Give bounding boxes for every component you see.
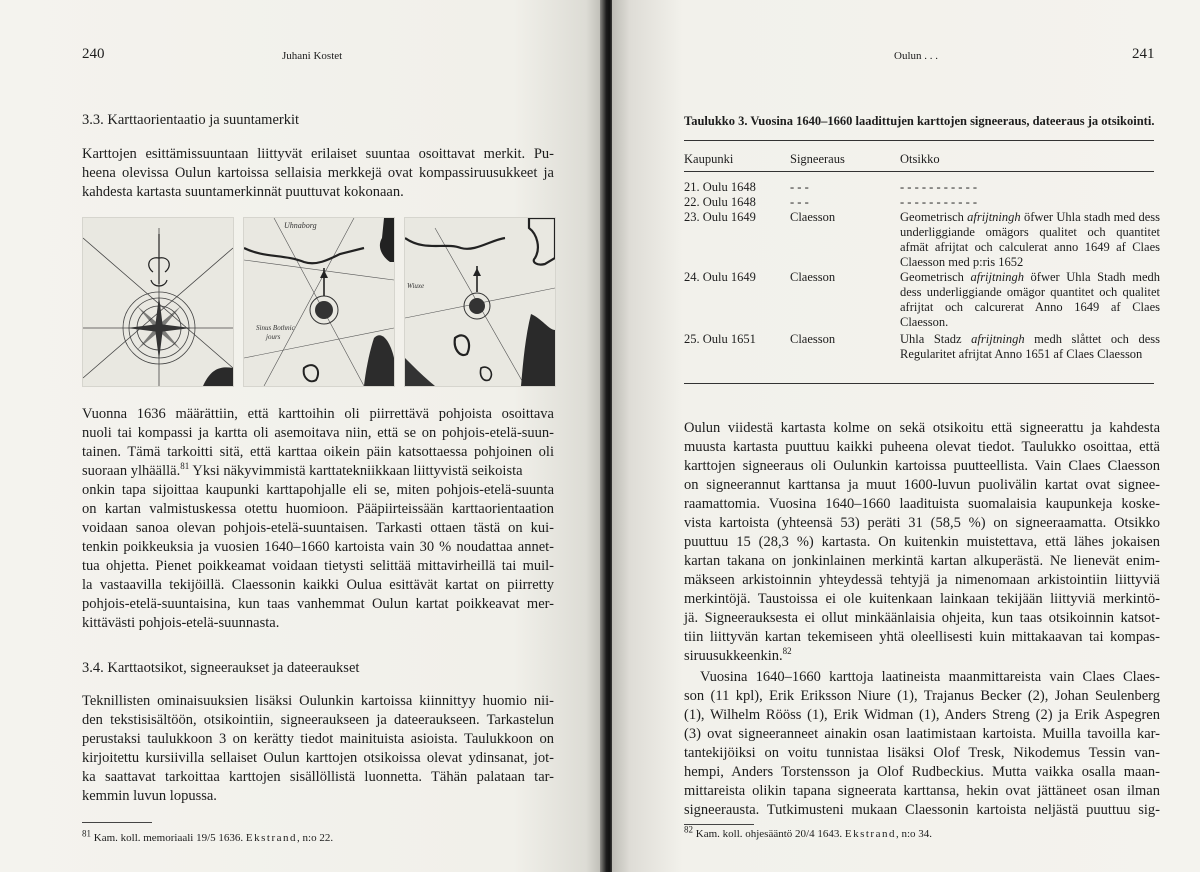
text-line: puuttuu 15 (28,3 %) kartasta. On kuitenkin muistettava, että lähes jokaisen [684, 534, 1160, 550]
text-span: siruusukkeenkin. [684, 648, 783, 664]
text-line: son (11 kpl), Erik Eriksson Niure (1), Trajanus Becker (2), Johan Seulenberg [684, 688, 1160, 704]
running-head: Juhani Kostet [282, 50, 343, 62]
section-heading-3-4: 3.4. Karttaotsikot, signeeraukset ja dateeraukset [82, 660, 360, 676]
text-span: Yksi näkyvimmistä karttatekniikkaan liittyvistä seikoista [192, 463, 523, 479]
table-header-title: Otsikko [900, 152, 940, 166]
footnote-rule [684, 824, 754, 825]
compass-rose-icon [83, 218, 233, 386]
text-line: Vuonna 1636 määrättiin, että karttoihin oli piirrettävä pohjoista osoittava [82, 406, 554, 422]
text-line: kahdesta kartasta suuntamerkinnät puuttuvat kokonaan. [82, 184, 404, 200]
page-number: 241 [1132, 46, 1155, 62]
text-line: mäkseen arkistoinnin yhteydessä tehtyjä ja nimenomaan arkistointiin liittyviä [684, 572, 1160, 588]
text-line: tenkin poikkeuksia ja vuosien 1640–1660 kartoista vain 30 % noudattaa annet- [82, 539, 554, 555]
cell-signature: Claesson [790, 332, 836, 346]
running-head: Oulun . . . [894, 50, 938, 62]
text-line: muusta kartasta puuttuu kaikki puheena olevat tiedot. Taulukko osoittaa, että [684, 439, 1160, 455]
text-line: mittareista olikin tapana signeerata karttansa, hekin ovat jättäneet osan ilman [684, 783, 1160, 799]
map-sketch-icon [244, 218, 394, 386]
section-heading-3-3: 3.3. Karttaorientaatio ja suuntamerkit [82, 112, 300, 128]
table-top-rule [684, 140, 1154, 141]
text-line: nuoli tai kompassi ja kartta oli asemoitava niin, että se on pohjois-etelä-suun- [82, 425, 554, 441]
table-header-city: Kaupunki [684, 152, 734, 166]
title-keyword: afrijtningh [971, 332, 1025, 346]
title-text: Geometrisch [900, 210, 968, 224]
text-line [82, 462, 554, 481]
map-label: Wiuxe [407, 282, 425, 290]
text-line: kemmin luvun lopussa. [82, 788, 217, 804]
map-label: jours [266, 333, 281, 341]
text-line: kirjoitettu kursiivilla sellaiset Oulun karttojen otsikoissa olevat ydinsanat, jot- [82, 750, 554, 766]
title-keyword: afrijtningh [970, 270, 1024, 284]
map-sketch-icon [405, 218, 555, 386]
footnote-author: Ekstrand [844, 828, 896, 840]
cell-city: 22. Oulu 1648 [684, 195, 756, 209]
map-figure-coastline-2 [404, 217, 556, 387]
text-line: ka saattavat tarkoittaa karttojen sisällöllistä luonnetta. Tähän palataan tar- [82, 769, 554, 785]
page-number: 240 [82, 46, 105, 62]
cell-city: 21. Oulu 1648 [684, 180, 756, 194]
text-line: merkintöjä. Taustoissa ei ole kuitenkaan lainkaan tekijään liittyviä merkintö- [684, 591, 1160, 607]
text-line: den tekstisisältöön, otsikointiin, signeeraukseen ja dateeraukseen. Tarkastelun [82, 712, 554, 728]
cell-title: - - - - - - - - - - - [900, 195, 978, 209]
text-line: kittävästi pohjois-etelä-suunnasta. [82, 615, 280, 631]
text-line: Teknillisten ominaisuuksien lisäksi Oulunkin kartoissa kiinnittyy huomio nii- [82, 693, 554, 709]
cell-title [900, 270, 1160, 330]
title-text: Geometrisch [900, 270, 971, 284]
footnote-tail: , n:o 22. [297, 832, 334, 844]
footnote-text: Kam. koll. ohjesääntö 20/4 1643. [695, 828, 843, 840]
map-label: Uhnaborg [284, 221, 317, 230]
footnote-tail: , n:o 34. [895, 828, 933, 840]
text-line: onkin tapa sijoittaa kaupunki karttapohjalle eli se, miten pohjois-etelä-suunta [82, 482, 554, 498]
cell-title [900, 210, 1160, 270]
title-keyword: afrijtningh [967, 210, 1021, 224]
footnote-ref-82[interactable]: 82 [782, 646, 792, 657]
cell-signature: Claesson [790, 210, 836, 224]
text-line: Oulun viidestä kartasta kolme on sekä otsikoitu että signeerattu ja kahdesta [684, 420, 1160, 436]
cell-city: 24. Oulu 1649 [684, 270, 756, 284]
footnote-text: Kam. koll. memoriaali 19/5 1636. [93, 832, 244, 844]
title-text: öfwer Uhla stadh med dess underliggiande omägors qualitet och quantitet afmät afrijtat och calculerat anno 1649 af Claes Claesson med p:ris 1652 [900, 210, 1160, 269]
text-line: jä. Signeerauksesta ei ollut minkäänlaisia ohjeita, kun taas otsikoinnin katsot- [684, 610, 1160, 626]
footnote-81 [82, 828, 334, 844]
footnote-author: Ekstrand [245, 832, 298, 844]
map-figure-coastline-1 [243, 217, 395, 387]
footnote-marker: 81 [82, 828, 91, 839]
text-line: Karttojen esittämissuuntaan liittyvät erilaiset suuntaa osoittavat merkit. Pu- [82, 146, 554, 162]
title-text: medh slåttet och dess Regularitet afrijtat Anno 1651 af Claes Claesson [900, 332, 1160, 361]
cell-signature: - - - [790, 180, 809, 194]
table-bottom-rule [684, 383, 1154, 384]
right-page [612, 0, 1200, 872]
footnote-ref-81[interactable]: 81 [180, 461, 190, 472]
text-line: pohjois-etelä-suuntaisina, kun taas vanhemmat Oulun kartat poikkeavat mer- [82, 596, 554, 612]
title-text: Uhla Stadz [900, 332, 972, 346]
cell-signature: Claesson [790, 270, 836, 284]
text-line: Vuosina 1640–1660 karttoja laatineista maanmittareista vain Claes Claes- [700, 669, 1160, 685]
map-figure-compass-rose [82, 217, 234, 387]
text-line: vista kartoista (yhteensä 53) peräti 31 (58,5 %) on signeeraamatta. Otsikko [684, 515, 1160, 531]
text-line: heena olevissa Oulun kartoissa sellaisia merkkejä ovat kompassiruusukkeet ja [82, 165, 554, 181]
title-text: öfwer Uhla Stadh medh dess underliggiande omägor quantitet och qualitet afrijtat och calcurerat Anno 1649 af Claes Claesson. [900, 270, 1160, 329]
text-line: (1), Wilhelm Rööss (1), Erik Widman (1), Anders Streng (2) ja Erik Aspegren [684, 707, 1160, 723]
map-label: Sinus Bothnic [256, 324, 295, 332]
footnote-marker: 82 [684, 824, 693, 835]
text-line: tiin liittyvän kartan tekemiseen yhtä oleellisesti kuin mittakaavan tai kompas- [684, 629, 1160, 645]
text-line: la vastaavilla tekijöillä. Claessonin kaikki Oulua esittävät kartat on piirretty [82, 577, 554, 593]
text-line: signeerausta. Tutkimusteni mukaan Claessonin kartoista neljästä puuttuu sig- [684, 802, 1160, 818]
text-line: tantekijöiksi on voitu tunnistaa lisäksi Olof Tresk, Nikodemus Tessin van- [684, 745, 1160, 761]
text-line: karttojen signeeraus oli Oulunkin kartoissa puutteellista. Vain Claes Claesson [684, 458, 1160, 474]
footnote-82 [684, 824, 933, 840]
text-span: suoraan ylhäällä. [82, 463, 181, 479]
cell-city: 23. Oulu 1649 [684, 210, 756, 224]
footnote-rule [82, 822, 152, 823]
cell-title [900, 332, 1160, 362]
table-header-rule [684, 171, 1154, 172]
text-line: (3) ovat signeeranneet ainakin osan laatimistaan kartoista. Muilla tavoilla kar- [684, 726, 1160, 742]
cell-title: - - - - - - - - - - - [900, 180, 978, 194]
text-line: perustaksi taulukkoon 3 on kerätty tiedot mainituista asioista. Taulukkoon on [82, 731, 554, 747]
text-line: raamattomia. Vuosina 1640–1660 laadituista suomalaisia kaupunkeja koske- [684, 496, 1160, 512]
table-caption: Taulukko 3. Vuosina 1640–1660 laadittujen karttojen signeeraus, dateeraus ja otsikointi. [684, 114, 1155, 128]
text-line: tua ohjetta. Pienet poikkeamat voidaan tietysti selittää mittavirheillä tai muil- [82, 558, 554, 574]
table-header-signature: Signeeraus [790, 152, 845, 166]
text-line: on signeerannut karttansa ja muut 1600-luvun puolivälin kartat ovat signee- [684, 477, 1160, 493]
cell-city: 25. Oulu 1651 [684, 332, 756, 346]
text-line: hempi, Anders Torstensson ja Olof Rudbeckius. Mutta vaikka osalla maan- [684, 764, 1160, 780]
text-line: tainen. Tämä tarkoitti sitä, että karttaa oikein päin katsottaessa pohjoinen oli [82, 444, 554, 460]
text-line [684, 647, 1160, 666]
text-line: voidaan sanoa olevan pohjois-etelä-suuntaisen. Tarkasti ottaen tästä on kui- [82, 520, 554, 536]
cell-signature: - - - [790, 195, 809, 209]
text-line: on kartan valmistuskessa otettu huomioon. Pääpiirteissään karttaorientaation [82, 501, 554, 517]
text-line: kartan takana on jonkinlainen merkintä kartan alkuperästä. Ne lienevät enim- [684, 553, 1160, 569]
